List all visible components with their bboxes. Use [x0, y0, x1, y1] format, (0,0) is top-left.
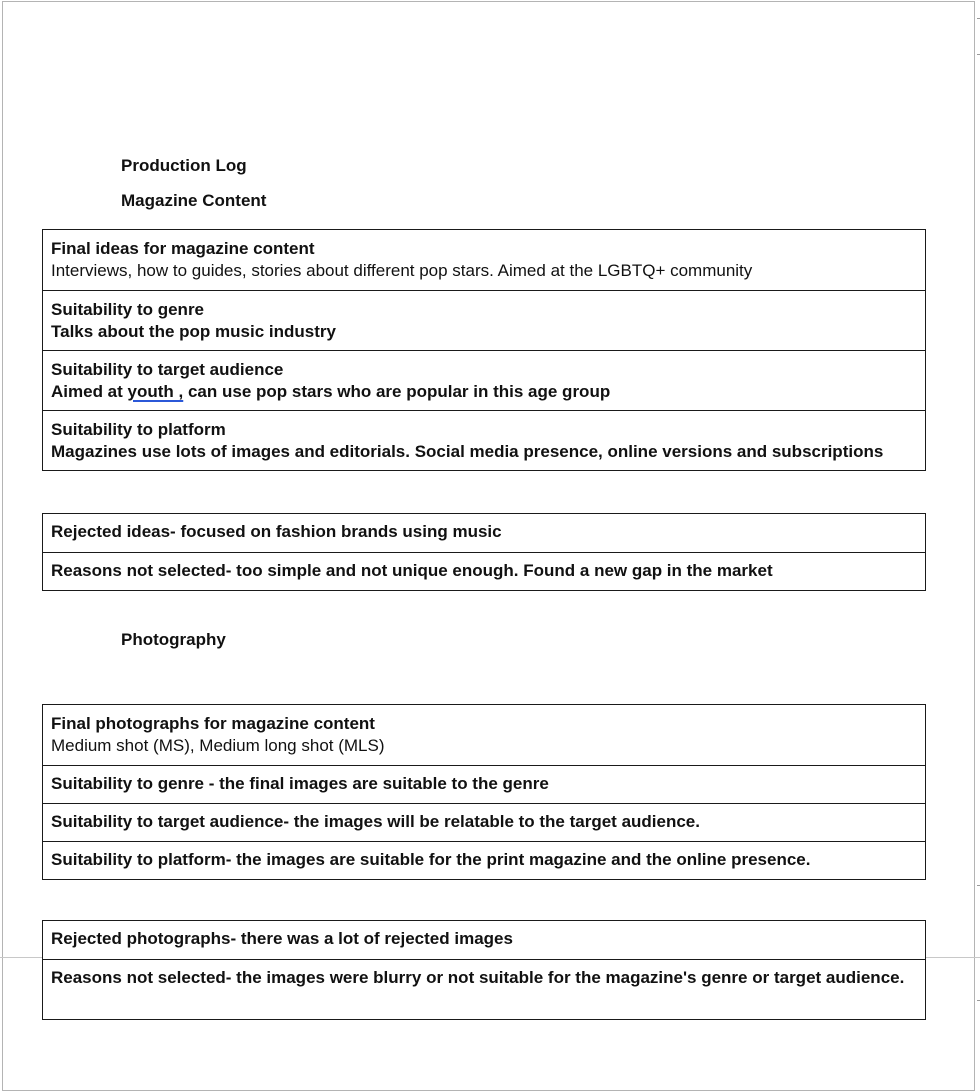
section-heading-magazine-content: Magazine Content: [121, 191, 267, 210]
table-row: Reasons not selected- too simple and not unique enough. Found a new gap in the market: [43, 552, 925, 590]
table-row: [43, 230, 925, 290]
row-value: Talks about the pop music industry: [51, 322, 336, 341]
row-value: [51, 381, 917, 403]
row-label: Final photographs for magazine content: [51, 714, 375, 733]
value-text: Aimed at: [51, 382, 128, 401]
value-text: can use pop stars who are popular in this age group: [183, 382, 611, 401]
photography-rejected-table: [42, 920, 926, 1020]
row-label: Suitability to target audience: [51, 360, 284, 379]
spellcheck-flagged-word[interactable]: youth ,: [127, 382, 184, 401]
table-row: Rejected photographs- there was a lot of rejected images: [51, 929, 513, 948]
section-heading-photography: Photography: [121, 630, 226, 649]
row-label: Suitability to genre: [51, 300, 205, 319]
table-row: [43, 410, 925, 470]
table-row: Suitability to genre - the final images are suitable to the genre: [43, 765, 925, 803]
table-row: Suitability to platform- the images are suitable for the print magazine and the online presence.: [43, 841, 925, 879]
row-label: Suitability to platform: [51, 420, 226, 439]
table-row: [43, 705, 925, 765]
table-row: [43, 350, 925, 410]
photography-final-table: [42, 704, 926, 880]
row-value: Interviews, how to guides, stories about different pop stars. Aimed at the LGBTQ+ community: [51, 261, 753, 280]
table-row: Rejected ideas- focused on fashion brands using music: [51, 522, 502, 541]
row-label: Final ideas for magazine content: [51, 239, 315, 258]
magazine-content-rejected-table: [42, 513, 926, 591]
table-row: Reasons not selected- the images were blurry or not suitable for the magazine's genre or target audience.: [43, 959, 925, 1019]
row-value: Magazines use lots of images and editorials. Social media presence, online versions and subscriptions: [51, 442, 884, 461]
document-title: Production Log: [121, 156, 247, 175]
table-row: [43, 290, 925, 350]
table-row: Suitability to target audience- the images will be relatable to the target audience.: [43, 803, 925, 841]
magazine-content-final-table: [42, 229, 926, 471]
row-value: Medium shot (MS), Medium long shot (MLS): [51, 736, 385, 755]
